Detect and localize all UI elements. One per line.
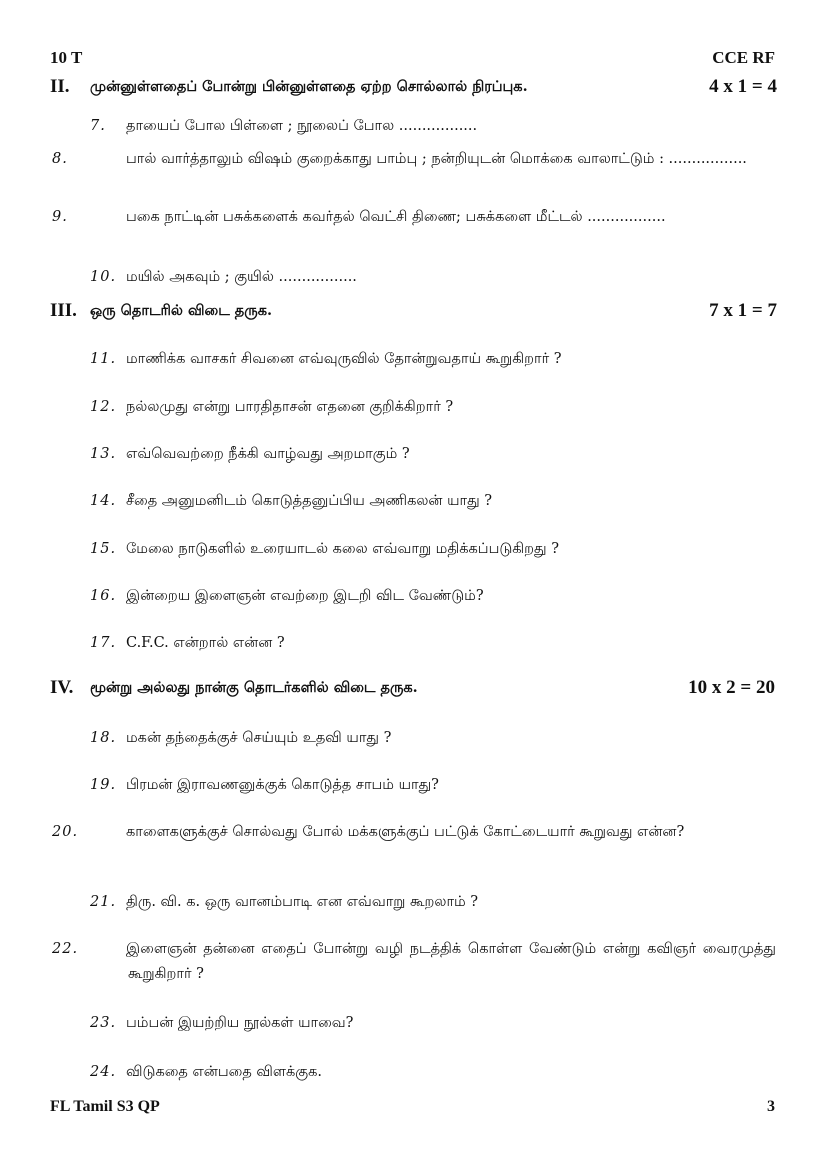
question-text: திரு. வி. க. ஒரு வானம்பாடி என எவ்வாறு கூறலாம் ? <box>126 894 479 910</box>
header-code: 10 T <box>50 48 83 67</box>
question-number: 14. <box>90 493 117 509</box>
question-text: தாயைப் போல பிள்ளை ; நூலைப் போல ................. <box>126 118 478 134</box>
question-number: 13. <box>90 446 117 462</box>
question-item <box>90 726 776 751</box>
question-text: விடுகதை என்பதை விளக்குக. <box>126 1064 322 1080</box>
question-text: மயில் அகவும் ; குயில் ................. <box>126 269 357 285</box>
question-number: 7. <box>90 118 106 134</box>
section-title: மூன்று அல்லது நான்கு தொடர்களில் விடை தருக. <box>90 679 418 696</box>
question-text: மேலை நாடுகளில் உரையாடல் கலை எவ்வாறு மதிக்கப்படுகிறது ? <box>126 541 560 557</box>
section-title: முன்னுள்ளதைப் போன்று பின்னுள்ளதை ஏற்ற சொல்லால் நிரப்புக. <box>90 78 528 95</box>
question-item <box>90 584 776 609</box>
question-number: 8. <box>52 151 68 167</box>
question-number: 22. <box>52 941 79 957</box>
section-marks: 10 x 2 = 20 <box>688 677 775 698</box>
question-text: பால் வார்த்தாலும் விஷம் குறைக்காது பாம்பு ; நன்றியுடன் மொக்கை வாலாட்டும் : ................. <box>126 151 747 167</box>
question-text: பகை நாட்டின் பசுக்களைக் கவர்தல் வெட்சி திணை; பசுக்களை மீட்டல் ................. <box>126 209 666 225</box>
question-text: மாணிக்க வாசகர் சிவனை எவ்வுருவில் தோன்றுவதாய் கூறுகிறார் ? <box>126 351 562 367</box>
question-text: நல்லமுது என்று பாரதிதாசன் எதனை குறிக்கிறார் ? <box>126 399 454 415</box>
question-text: காளைகளுக்குச் சொல்வது போல் மக்களுக்குப் பட்டுக் கோட்டையார் கூறுவது என்ன? <box>126 824 685 840</box>
page-number: 3 <box>767 1098 775 1115</box>
section-marks: 7 x 1 = 7 <box>709 300 777 321</box>
question-number: 18. <box>90 730 117 746</box>
section-roman: II. <box>50 76 70 97</box>
question-number: 11. <box>90 351 117 367</box>
question-item <box>52 205 776 230</box>
question-item <box>90 1011 776 1036</box>
question-number: 23. <box>90 1015 117 1031</box>
question-text: பிரமன் இராவணனுக்குக் கொடுத்த சாபம் யாது? <box>126 777 439 793</box>
question-item <box>52 937 776 987</box>
question-item <box>90 442 776 467</box>
question-item <box>90 631 776 656</box>
section-title: ஒரு தொடரில் விடை தருக. <box>90 302 273 319</box>
question-number: 21. <box>90 894 117 910</box>
question-item <box>90 395 776 420</box>
section-roman: III. <box>50 300 77 321</box>
section-marks: 4 x 1 = 4 <box>709 76 777 97</box>
header-paper-type: CCE RF <box>712 48 775 67</box>
question-text: இளைஞன் தன்னை எதைப் போன்று வழி நடத்திக் கொள்ள வேண்டும் என்று கவிஞர் வைரமுத்து கூறுகிறார் ? <box>126 941 776 982</box>
question-text: இன்றைய இளைஞன் எவற்றை இடறி விட வேண்டும்? <box>126 588 484 604</box>
question-text: மகன் தந்தைக்குச் செய்யும் உதவி யாது ? <box>126 730 392 746</box>
question-number: 17. <box>90 635 117 651</box>
section-roman: IV. <box>50 677 74 698</box>
question-item <box>90 890 776 915</box>
question-number: 15. <box>90 541 117 557</box>
question-item <box>90 114 776 139</box>
question-text: பம்பன் இயற்றிய நூல்கள் யாவை? <box>126 1015 354 1031</box>
question-text: எவ்வெவற்றை நீக்கி வாழ்வது அறமாகும் ? <box>126 446 410 462</box>
question-number: 20. <box>52 824 79 840</box>
question-number: 19. <box>90 777 117 793</box>
question-number: 9. <box>52 209 68 225</box>
question-item <box>52 147 776 172</box>
question-number: 12. <box>90 399 117 415</box>
question-item <box>52 820 776 845</box>
question-text: சீதை அனுமனிடம் கொடுத்தனுப்பிய அணிகலன் யாது ? <box>126 493 493 509</box>
question-item <box>90 347 776 372</box>
question-text: C.F.C. என்றால் என்ன ? <box>126 635 285 651</box>
question-number: 24. <box>90 1064 117 1080</box>
question-item <box>90 1060 776 1085</box>
question-item <box>90 537 776 562</box>
footer-paper-name: FL Tamil S3 QP <box>50 1098 160 1115</box>
question-number: 10. <box>90 269 117 285</box>
question-item <box>90 773 776 798</box>
question-item <box>90 489 776 514</box>
question-number: 16. <box>90 588 117 604</box>
question-item <box>90 265 776 290</box>
